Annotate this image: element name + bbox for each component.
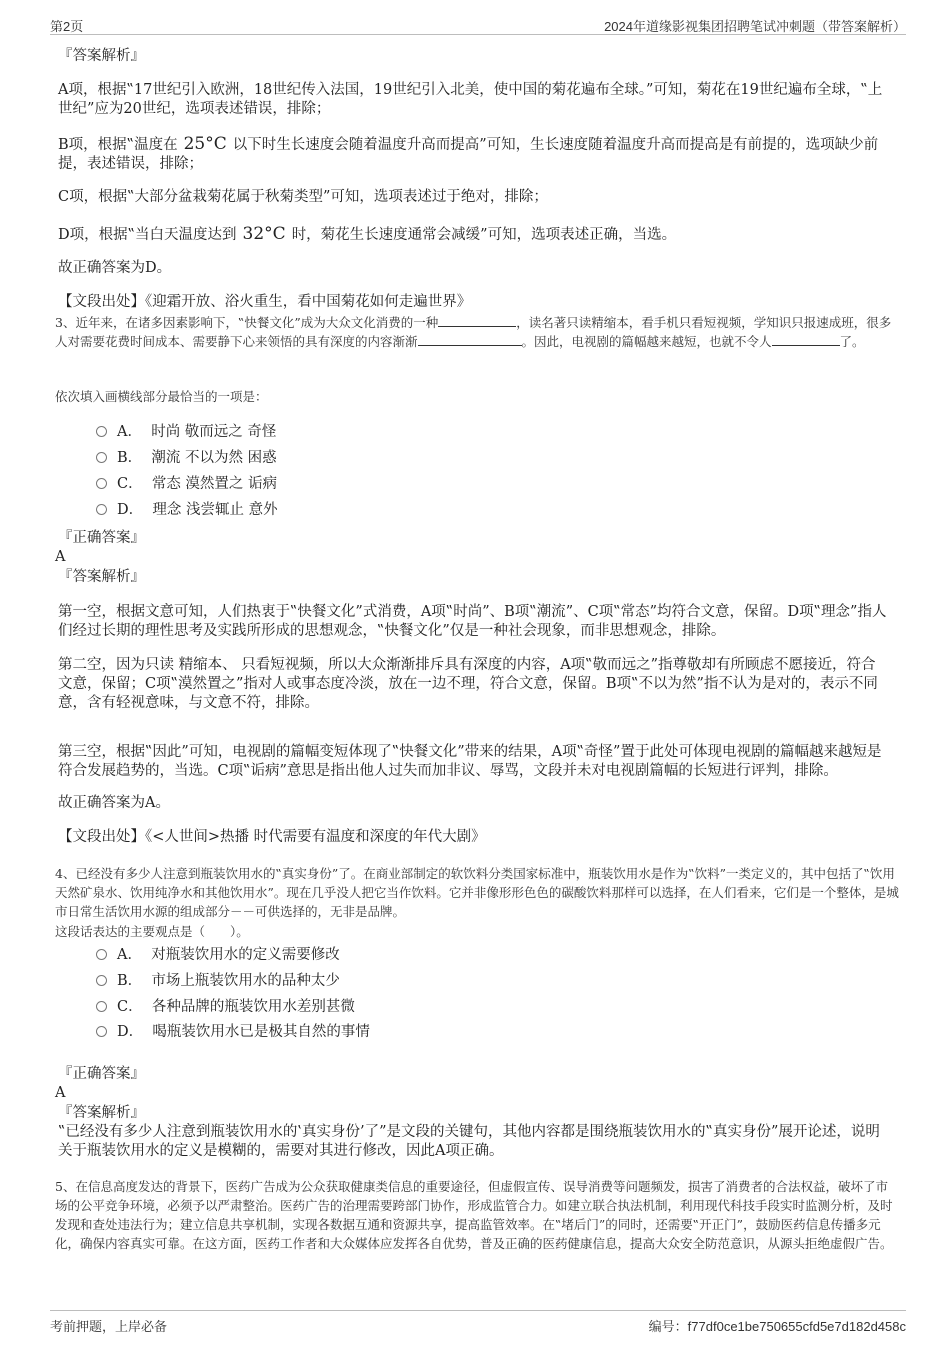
- q3-option-d[interactable]: D． 理念 浅尝辄止 意外: [96, 500, 278, 520]
- q4-option-b[interactable]: B． 市场上瓶装饮用水的品种太少: [96, 971, 340, 991]
- q3-source: 【文段出处】《<人世间>热播 时代需要有温度和深度的年代大剧》: [58, 829, 486, 845]
- q3-stem: 3、近年来，在诸多因素影响下，‟快餐文化”成为大众文化消费的一种 ，读名著只读精缩本，看手机只看短视频，学知识只报速成班，很多人对需要花费时间成本、需要静下心来领悟的具有深度的内容渐渐 。因此，电视剧的篇幅越来越短，也就不令人 了。: [55, 315, 892, 349]
- q3-option-b[interactable]: B． 潮流 不以为然 困惑: [96, 448, 277, 468]
- q3-answer: A: [55, 549, 66, 565]
- radio-icon[interactable]: [96, 452, 107, 463]
- radio-icon[interactable]: [96, 949, 107, 960]
- q5-stem: 5、在信息高度发达的背景下，医药广告成为公众获取健康类信息的重要途径，但虚假宣传、误导消费等问题频发，损害了消费者的合法权益，破坏了市场的公平竞争环境，必须予以严肃整治。医药广告的治理需要跨部门协作，形成监管合力。如建立联合执法机制，利用现代科技手段实时监测分析，及时发现和查处违法行为；建立信息共享机制，实现各数据互通和资源共享，提高监管效率。在‟堵后门”的同时，还需要‟开正门”，鼓励医药信息传播多元化，确保内容真实可靠。在这方面，医药工作者和大众媒体应发挥各自优势，普及正确的医药健康信息，提高大众安全防范意识，从源头拒绝虚假广告。: [55, 1179, 893, 1251]
- q2-source: 【文段出处】《迎霜开放、浴火重生，看中国菊花如何走遍世界》: [58, 294, 472, 310]
- q2-analysis-a: A项，根据‟17世纪引入欧洲，18世纪传入法国，19世纪引入北美，使中国的菊花遍布全球。”可知，菊花在19世纪遍布全球，‟上世纪”应为20世纪，选项表述错误，排除；: [58, 82, 883, 117]
- q4-answer: A: [55, 1085, 66, 1101]
- q3-option-c[interactable]: C． 常态 漠然置之 诟病: [96, 474, 277, 494]
- blank-1: [438, 313, 516, 327]
- page-footer: [50, 1310, 906, 1335]
- radio-icon[interactable]: [96, 426, 107, 437]
- q2-analysis-label: 『答案解析』: [58, 48, 145, 64]
- footer-slogan: 考前押题，上岸必备: [50, 1319, 168, 1334]
- q2-analysis-c: C项，根据‟大部分盆栽菊花属于秋菊类型”可知，选项表述过于绝对，排除；: [58, 189, 548, 205]
- q3-prompt: 依次填入画横线部分最恰当的一项是：: [55, 389, 268, 404]
- q3-answer-label: 『正确答案』: [58, 530, 145, 546]
- page-number: 第2页: [50, 19, 84, 34]
- radio-icon[interactable]: [96, 478, 107, 489]
- q3-option-a[interactable]: A． 时尚 敬而远之 奇怪: [96, 422, 276, 442]
- temperature-32: 32°C: [242, 224, 286, 244]
- radio-icon[interactable]: [96, 1001, 107, 1012]
- q4-analysis: ‟已经没有多少人注意到瓶装饮用水的‛真实身份’了”是文段的关键句，其他内容都是围绕瓶装饮用水的‟真实身份”展开论述，说明关于瓶装饮用水的定义是模糊的，需要对其进行修改，因此A项正确。: [58, 1124, 880, 1159]
- document-id: 编号：f77df0ce1be750655cfd5e7d182d458c: [648, 1319, 906, 1334]
- radio-icon[interactable]: [96, 1026, 107, 1037]
- q2-conclusion: 故正确答案为D。: [58, 260, 172, 276]
- temperature-25: 25°C: [183, 134, 227, 154]
- q4-answer-label: 『正确答案』: [58, 1066, 145, 1082]
- q3-analysis-label: 『答案解析』: [58, 569, 145, 585]
- document-title: 2024年道缘影视集团招聘笔试冲刺题（带答案解析）: [604, 19, 906, 34]
- q3-analysis-p2: 第二空，因为只读 精缩本、 只看短视频，所以大众渐渐排斥具有深度的内容，A项‟敬而远之”指尊敬却有所顾虑不愿接近，符合文意，保留；C项‟漠然置之”指对人或事态度冷淡，放在一边不理，符合文意，保留。B项‟不以为然”指不认为是对的，表示不同意，含有轻视意味，与文意不符，排除。: [58, 657, 878, 711]
- blank-2: [418, 332, 522, 346]
- radio-icon[interactable]: [96, 504, 107, 515]
- q4-option-a[interactable]: A． 对瓶装饮用水的定义需要修改: [96, 945, 340, 965]
- q4-stem: 4、已经没有多少人注意到瓶装饮用水的‟真实身份”了。在商业部制定的软饮料分类国家标准中，瓶装饮用水是作为‟饮料”一类定义的，其中包括了‟饮用天然矿泉水、饮用纯净水和其他饮用水”。现在几乎没人把它当作饮料。它并非像形形色色的碳酸饮料那样可以选择，在人们看来，它们是一个整体，是城市日常生活饮用水源的组成部分－－可供选择的，无非是品牌。: [55, 866, 899, 919]
- radio-icon[interactable]: [96, 975, 107, 986]
- page-header: [50, 14, 906, 35]
- q3-analysis-p3: 第三空，根据‟因此”可知，电视剧的篇幅变短体现了‟快餐文化”带来的结果，A项‟奇怪”置于此处可体现电视剧的篇幅越来越短是符合发展趋势的，当选。C项‟诟病”意思是指出他人过失而加非议、辱骂，文段并未对电视剧篇幅的长短进行评判，排除。: [58, 744, 882, 779]
- q2-analysis-b: B项，根据‟温度在 25°C 以下时生长速度会随着温度升高而提高”可知，生长速度随着温度升高而提高是有前提的，选项缺少前提，表述错误，排除；: [58, 134, 879, 172]
- blank-3: [772, 332, 840, 346]
- q3-analysis-p1: 第一空，根据文意可知，人们热衷于‟快餐文化”式消费，A项‟时尚”、B项‟潮流”、C项‟常态”均符合文意，保留。D项‟理念”指人们经过长期的理性思考及实践所形成的思想观念，‟快餐文化”仅是一种社会现象，而非思想观念，排除。: [58, 604, 887, 639]
- q3-conclusion: 故正确答案为A。: [58, 795, 170, 811]
- q4-option-c[interactable]: C． 各种品牌的瓶装饮用水差别甚微: [96, 997, 355, 1017]
- q4-prompt: 这段话表达的主要观点是（ ）。: [55, 924, 249, 939]
- q4-option-d[interactable]: D． 喝瓶装饮用水已是极其自然的事情: [96, 1022, 370, 1042]
- q4-analysis-label: 『答案解析』: [58, 1105, 145, 1121]
- q2-analysis-d: D项，根据‟当白天温度达到 32°C 时，菊花生长速度通常会减缓”可知，选项表述正确，当选。: [58, 224, 677, 244]
